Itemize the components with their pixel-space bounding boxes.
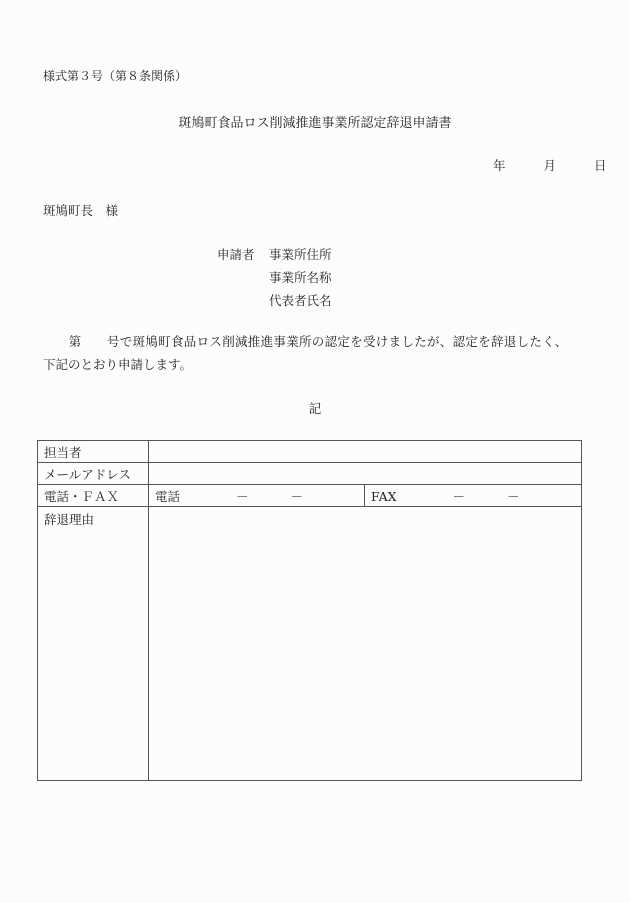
table-row-email — [38, 463, 582, 485]
withdrawal-reason-field[interactable] — [149, 507, 582, 781]
application-table — [37, 440, 582, 781]
addressee: 斑鳩町長 様 — [43, 203, 119, 218]
contact-person-label: 担当者 — [38, 441, 149, 463]
fax-field[interactable] — [365, 485, 582, 507]
fax-dash-1: － — [452, 488, 466, 504]
date-line — [493, 156, 606, 174]
applicant-label: 申請者 — [217, 247, 255, 262]
business-name-label: 事業所名称 — [269, 270, 332, 285]
representative-name-label: 代表者氏名 — [269, 293, 332, 308]
document-title: 斑鳩町食品ロス削減推進事業所認定辞退申請書 — [178, 116, 452, 131]
contact-person-field[interactable] — [149, 441, 582, 463]
date-year: 年 — [493, 158, 506, 173]
body-text-line-2: 下記のとおり申請します。 — [43, 357, 193, 372]
table-row-withdrawal-reason — [38, 507, 582, 781]
phone-fax-label: 電話・ＦＡＸ — [38, 485, 149, 507]
date-month: 月 — [543, 158, 556, 173]
fax-dash-2: － — [507, 488, 520, 504]
body-text-line-1: 第 号で斑鳩町食品ロス削減推進事業所の認定を受けましたが、認定を辞退したく、 — [43, 334, 568, 349]
table-row-phone-fax — [38, 485, 582, 507]
phone-dash-2: － — [290, 488, 304, 504]
phone-field[interactable] — [149, 485, 365, 507]
date-day: 日 — [593, 158, 607, 173]
fax-label: FAX — [371, 488, 397, 504]
email-field[interactable] — [149, 463, 582, 485]
phone-dash-1: － — [236, 488, 249, 504]
table-row-contact-person — [38, 441, 582, 463]
business-address-label: 事業所住所 — [269, 247, 332, 262]
email-label: メールアドレス — [38, 463, 149, 485]
form-number: 様式第３号（第８条関係） — [43, 69, 188, 83]
phone-label: 電話 — [155, 488, 181, 504]
note-heading: 記 — [308, 401, 322, 416]
withdrawal-reason-label: 辞退理由 — [38, 507, 149, 781]
